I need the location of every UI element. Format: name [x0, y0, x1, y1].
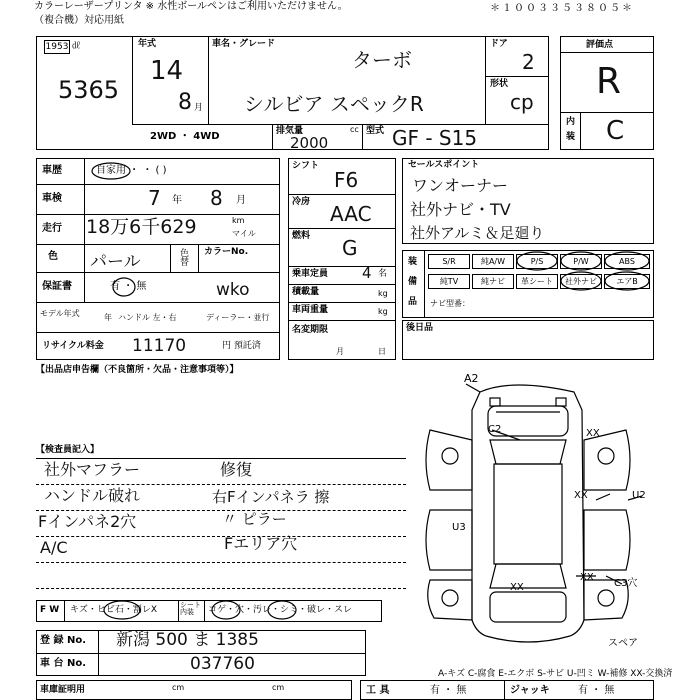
- note-right-3: 〃 ピラー: [222, 510, 287, 528]
- remarks-label: 後日品: [406, 323, 434, 333]
- tools-label: 工 具: [366, 685, 390, 696]
- printer-note: カラーレーザープリンタ ※ 水性ボールペンはご利用いただけません。: [34, 1, 348, 12]
- note-left-3: Fインパネ2穴: [38, 512, 137, 531]
- chassis-label: 車 台 No.: [40, 658, 87, 669]
- note-left-2: ハンドル破れ: [44, 486, 141, 505]
- sales-point-2: 社外ナビ・TV: [410, 200, 511, 219]
- dealer-options: ディーラー・並行: [206, 313, 270, 322]
- damage-legend: A-キズ C-腐食 E-エクボ S-サビ U-凹ミ W-補修 XX-交換済: [438, 669, 673, 679]
- note-right-4: Fエリア穴: [224, 534, 298, 553]
- color-code-label: カラーNo.: [204, 247, 249, 257]
- mark-u2: U2: [632, 490, 646, 501]
- score-label: 評価点: [586, 40, 614, 50]
- exhibitor-label: 【出品店申告欄（不良箇所・欠品・注意事項等）】: [36, 365, 239, 375]
- recycle-suffix: 円 預託済: [222, 341, 261, 351]
- mileage-label: 走行: [42, 223, 62, 234]
- fuel-value: G: [342, 236, 358, 260]
- ac-label: 冷房: [292, 197, 311, 207]
- mark-xx-4: XX: [510, 582, 524, 593]
- ac-value: AAC: [330, 202, 372, 226]
- name-change-label: 名変期限: [292, 325, 329, 335]
- model-name: シルビア スペックR: [244, 92, 424, 116]
- mark-c2: C2: [488, 424, 502, 435]
- inspection-year-suffix: 年: [172, 195, 182, 206]
- remarks-box: [402, 320, 654, 360]
- name-change-month: 月: [336, 347, 344, 356]
- mark-a2: A2: [464, 372, 479, 385]
- weight-label: 車両重量: [292, 305, 329, 315]
- grade-value: ターボ: [352, 48, 412, 72]
- year-value: 14: [150, 56, 184, 86]
- sales-point-3: 社外アルミ＆足廻り: [410, 224, 545, 242]
- mileage-unit-mile: マイル: [232, 229, 256, 238]
- equip-pure-navi: 純ナビ: [472, 274, 514, 289]
- recycle-label: リサイクル料金: [42, 341, 104, 351]
- equipment-label-2: 備: [408, 277, 418, 287]
- car-diagram: [410, 370, 670, 655]
- warranty-label: 保証書: [42, 281, 72, 292]
- mark-xx-2: XX: [574, 490, 588, 501]
- mark-xx-1: XX: [586, 428, 600, 439]
- displacement-label: 排気量: [276, 126, 304, 136]
- registration-value: 新潟 500 ま 1385: [116, 630, 259, 650]
- jack-options: 有 ・ 無: [578, 685, 615, 696]
- note-right-2: 右Fインパネラ 擦: [212, 488, 330, 506]
- equip-pure-tv: 純TV: [428, 274, 470, 289]
- interior-score: C: [606, 116, 625, 146]
- shape-label: 形状: [490, 79, 509, 89]
- month-value: 8: [178, 90, 192, 115]
- capacity-value: 4: [362, 264, 372, 282]
- mileage-unit-km: km: [232, 216, 245, 225]
- color-value: パール: [90, 252, 141, 272]
- inspection-month-suffix: 月: [236, 195, 246, 206]
- displacement-unit: cc: [350, 125, 359, 134]
- inspection-label: 車検: [42, 193, 62, 204]
- equip-pure-aw: 純A/W: [472, 254, 514, 269]
- inspection-month: 8: [210, 186, 223, 210]
- history-options: 自家用 ・ ・ ( ): [96, 165, 167, 176]
- registration-label: 登 録 No.: [40, 635, 87, 646]
- score-value: R: [596, 61, 622, 102]
- seat-label: シート 内装: [180, 601, 201, 616]
- note-left-4: A/C: [40, 538, 68, 557]
- spare-label: スペア: [608, 638, 638, 649]
- sales-point-1: ワンオーナー: [412, 176, 509, 195]
- color-change-label: 色替: [178, 248, 188, 266]
- chassis-value: 037760: [190, 654, 255, 674]
- certificate-label: 車庫証明用: [40, 685, 86, 695]
- printer-note-sub: （複合機）対応用紙: [34, 15, 124, 26]
- mark-c3: C3穴: [614, 578, 638, 589]
- weight-unit: kg: [378, 307, 388, 316]
- door-value: 2: [522, 50, 535, 74]
- lot-unit: ㎗: [72, 41, 80, 50]
- color-code-value: wko: [216, 280, 250, 300]
- seat-items: コゲ・穴・汚レ・シミ・破レ・スレ: [208, 605, 353, 615]
- shift-value: F6: [334, 168, 359, 192]
- name-grade-label: 車名・グレード: [212, 39, 276, 49]
- capacity-label: 乗車定員: [292, 269, 329, 279]
- year-label: 年式: [138, 39, 157, 49]
- load-unit: kg: [378, 289, 388, 298]
- lot-small: 1953: [45, 42, 69, 52]
- equip-pw: P/W: [560, 254, 602, 269]
- lot-number: 5365: [58, 76, 120, 104]
- note-right-1: 修復: [220, 460, 253, 479]
- type-label: 型式: [366, 126, 385, 136]
- name-change-day: 日: [378, 347, 386, 356]
- month-suffix: 月: [194, 103, 204, 113]
- jack-label: ジャッキ: [510, 685, 550, 696]
- mark-xx-3: XX: [580, 572, 594, 583]
- equip-airbag: エアB: [604, 274, 650, 289]
- certificate-cm-2: cm: [272, 683, 285, 692]
- equip-abs: ABS: [604, 254, 650, 269]
- sales-points-label: セールスポイント: [408, 160, 480, 170]
- drive-label: 2WD ・ 4WD: [150, 131, 220, 142]
- capacity-unit: 名: [378, 269, 388, 279]
- serial-number: ＊１００３３５３８０５＊: [490, 3, 634, 14]
- displacement-value: 2000: [290, 134, 329, 152]
- navi-model-label: ナビ型番：: [430, 299, 470, 308]
- equipment-label-1: 装: [408, 257, 418, 267]
- equip-leather: 革シート: [516, 274, 558, 289]
- fw-label: F W: [40, 605, 60, 615]
- color-label: 色: [48, 251, 58, 262]
- interior-label-2: 装: [566, 132, 576, 142]
- equipment-label-3: 品: [408, 297, 418, 307]
- model-year-label: モデル年式: [40, 309, 80, 318]
- handle-options: ハンドル 左・右: [118, 313, 177, 322]
- mileage-value: 18万6千629: [86, 216, 197, 238]
- inspector-label: 【検査員記入】: [36, 445, 100, 455]
- mark-u3: U3: [452, 522, 466, 533]
- interior-label-1: 内: [566, 117, 576, 127]
- tools-options: 有 ・ 無: [430, 685, 467, 696]
- model-year-suffix: 年: [104, 313, 112, 322]
- fuel-label: 燃料: [292, 231, 311, 241]
- certificate-cm-1: cm: [172, 683, 185, 692]
- fw-items: キズ・ヒビ石・割レX: [70, 605, 157, 615]
- equip-sr: S/R: [428, 254, 470, 269]
- door-label: ドア: [490, 39, 508, 49]
- equip-aftermarket-navi: 社外ナビ: [560, 274, 602, 289]
- note-left-1: 社外マフラー: [44, 460, 141, 479]
- equip-ps: P/S: [516, 254, 558, 269]
- recycle-value: 11170: [132, 336, 187, 356]
- warranty-options: 有 ・ 無: [110, 281, 147, 292]
- history-label: 車歴: [42, 165, 62, 176]
- type-value: GF - S15: [392, 126, 478, 150]
- load-label: 積載量: [292, 287, 320, 297]
- shift-label: シフト: [292, 161, 320, 171]
- shape-value: cp: [510, 90, 534, 114]
- inspection-year: 7: [148, 186, 161, 210]
